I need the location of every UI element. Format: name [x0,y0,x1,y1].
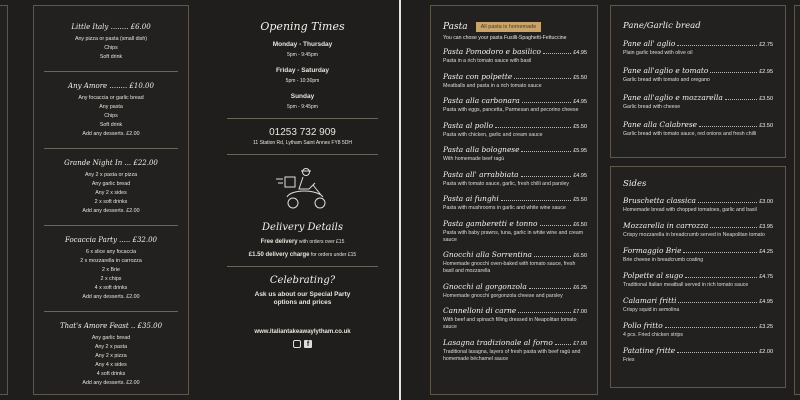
deal-line: Soft drink [99,54,123,60]
dot-leader [518,308,571,313]
deal-line: 2 x Brie [102,267,120,273]
item-name: Lasagna tradizionale al forno [443,337,553,347]
menu-item-row [443,145,587,154]
item-price: £2.75 [759,42,773,48]
item-price: £2.95 [759,69,773,75]
menu-item-row [443,250,587,259]
item-description: Traditional Italian meatball served in rich tomato sauce [623,282,749,288]
menu-item [623,196,773,214]
right-edge-panel [794,5,800,395]
deal-line: Any pasta [99,104,123,110]
menu-item [443,250,587,275]
dot-leader [540,221,572,226]
pasta-panel [430,5,598,395]
deal-line: 2 x mozzarella in carrozza [80,258,142,264]
item-description: Pasta with tomato sauce, garlic, fresh chilli and parsley [443,180,569,187]
pasta-subtitle: You can chose your pasta Fusilli-Spaghetti-Fettuccine [443,35,567,41]
item-price: £4.95 [573,172,587,179]
menu-item-row [623,196,773,205]
info-column [215,20,390,348]
item-price: £3.50 [759,96,773,102]
deal-title: That's Amore Feast .. £35.00 [59,322,163,330]
item-price: £6.25 [573,284,587,291]
dot-leader [685,273,757,278]
menu-item [443,338,587,363]
item-description: Pasta in a rich tomato sauce with basil [443,58,532,64]
deal-title: Little Italy ........ £6.00 [71,23,151,31]
menu-item-row [623,66,773,75]
menu-item-row [623,39,773,48]
free-delivery-label: Free delivery [260,239,298,245]
menu-item-row [623,246,773,255]
item-description: Brie cheese in breadcrumb coating [623,257,704,263]
menu-item-row [443,96,587,105]
menu-item [623,296,773,314]
menu-item [623,93,773,111]
menu-item-row [623,296,773,305]
dot-leader [514,74,571,79]
item-name: Gnocchi al gorgonzola [443,281,527,291]
dot-leader [665,323,758,328]
deal-line: Any focaccia or garlic bread [78,95,144,101]
deal-title: Focaccia Party ..... £32.00 [64,236,157,244]
menu-item [623,120,773,138]
menu-item-row [443,219,587,228]
deal-line: Any 2 x sides [95,190,127,196]
phone-number[interactable]: 01253 732 909 [269,127,336,138]
menu-item [623,346,773,364]
dot-leader [699,122,757,127]
free-delivery-text: with orders over £15 [297,239,345,245]
opening-times-title: Opening Times [260,20,345,33]
deal-line: Add any desserts. £2.00 [82,131,140,137]
homemade-badge: All pasta is homemade [476,22,542,32]
item-price: £4.95 [759,299,773,305]
delivery-charge-label: £1.50 delivery charge [248,252,310,258]
deal-line: 2 x chips [100,276,122,282]
opening-day: Monday - Thursday [272,41,333,48]
item-description: Homemade bread with chopped tomatoes, garlic and basil [623,207,757,213]
instagram-icon[interactable] [293,340,301,348]
item-price: £4.95 [573,99,587,105]
dot-leader [543,49,571,54]
pasta-title: Pasta [443,22,468,32]
menu-item [443,194,587,212]
item-price: £3.95 [759,224,773,230]
deal-line: 6 x slice any focaccia [85,249,137,255]
dot-leader [534,252,571,257]
item-description: Garlic bread with tomato sauce, red onions and fresh chilli [623,131,757,137]
menu-item [443,72,587,90]
bread-panel [610,5,786,158]
menu-item [443,170,587,188]
item-description: Pasta with mushrooms in garlic and white wine sauce [443,205,566,211]
opening-hours: 5pm - 9:45pm [287,104,318,110]
item-description: Homemade gnocchi gorgonzola cheese and parsley [443,292,563,299]
item-description: With beef and spinach filling dressed in Neapolitan tomato sauce [443,317,577,330]
menu-item-row [443,282,587,291]
item-name: Cannelloni di carne [443,306,517,315]
dot-leader [521,172,572,177]
item-name: Pasta all' arrabbiata [443,169,519,179]
item-name: Patatine fritte [623,346,676,355]
menu-item [443,121,587,139]
opening-hours: 5pm - 10:30pm [285,78,320,84]
scooter-delivery-icon [273,165,333,215]
divider [227,118,378,119]
delivery-details-title: Delivery Details [262,222,343,233]
item-name: Pane all'aglio e mozzarella [623,93,723,102]
item-name: Gnocchi alla Sorrentina [443,250,532,259]
dot-leader [698,198,757,203]
menu-item [623,39,773,57]
dot-leader [683,248,757,253]
menu-item [443,47,587,65]
item-name: Pasta con polpette [443,71,513,81]
item-name: Pasta gamberetti e tonno [443,218,538,228]
deal-section [48,159,174,216]
deal-section [48,236,174,302]
divider [44,71,178,72]
menu-item [443,145,587,163]
opening-day: Friday - Saturday [275,67,330,74]
menu-item [443,282,587,300]
item-description: Pasta with baby prawns, tuna, garlic in white wine and cream sauce [443,229,584,243]
menu-item-row [443,47,587,56]
item-description: With homemade beef ragù [443,156,505,162]
deal-line: Any 4 x sides [95,362,127,368]
deal-line: Any pizza or pasta (small dish) [74,36,148,42]
deal-line: Any 2 x pizza [95,353,127,359]
dot-leader [495,123,571,128]
deal-line: 4 soft drinks [96,371,126,377]
item-name: Pasta ai funghi [443,194,499,203]
item-price: £4.95 [573,50,587,56]
item-name: Pasta alla bolognese [443,145,520,154]
dot-leader [710,223,757,228]
deal-line: Any 2 x pasta or pizza [84,172,138,178]
deals-panel [33,5,189,395]
item-price: £2.00 [759,349,773,355]
item-description: Pasta with chicken, garlic and cream sauce [443,131,543,138]
dot-leader [710,68,757,73]
item-description: 4 pcs. Fried chicken strips [623,332,683,338]
menu-item [623,271,773,289]
address: 11 Station Rd, Lytham Saint Annes FY8 5DH [253,140,352,146]
dot-leader [522,98,571,103]
item-description: Fries [623,357,635,363]
dot-leader [725,95,757,100]
item-price: £5.50 [573,74,587,81]
item-description: Meatballs and pasta in a rich tomato sauce [443,82,542,89]
deal-section [48,82,174,139]
item-description: Crispy mozzarella in breadcrumb served in Neapolitan tomato [623,232,765,238]
deal-section [48,23,174,62]
menu-item [623,321,773,339]
item-name: Pane all' aglio [623,39,676,48]
website-link[interactable]: www.italiantakeawaylytham.co.uk [254,329,351,335]
menu-item [443,306,587,331]
item-name: Mozzarella in carrozza [623,221,709,230]
item-name: Pasta al pollo [443,120,494,130]
deal-line: Any garlic bread [91,335,131,341]
menu-item-row [443,194,587,203]
item-price: £4.25 [759,249,773,255]
bread-title: Pane/Garlic bread [623,21,701,31]
celebrating-title: Celebrating? [269,275,336,286]
item-price: £5.95 [573,148,587,154]
item-price: £3.25 [759,324,773,330]
deal-line: Add any desserts. £2.00 [82,380,140,386]
delivery-charge-text: for orders under £15 [309,252,357,258]
item-description: Crispy squid in semolina [623,307,680,313]
deal-title: Grande Night In ... £22.00 [64,159,158,167]
opening-hours: 5pm - 9:45pm [287,52,318,58]
item-name: Calamari fritti [623,296,677,305]
item-name: Pasta Pomodoro e basilico [443,47,541,56]
deal-line: Chips [104,113,118,119]
deal-line: Any 2 x pasta [94,344,128,350]
dot-leader [678,298,757,303]
dot-leader [529,284,571,289]
menu-item-row [623,271,773,280]
item-description: Plain garlic bread with olive oil [623,50,693,56]
deal-line: 4 x soft drinks [94,285,128,291]
deal-section [48,322,174,388]
menu-item-row [623,321,773,330]
divider [227,154,378,155]
menu-item-row [443,72,587,81]
divider [44,225,178,226]
item-name: Pane alla Calabrese [623,120,698,129]
deal-line: 2 x soft drinks [94,199,128,205]
dot-leader [501,196,571,201]
item-price: £7.00 [573,309,587,315]
deal-title: Any Amore ........ £10.00 [68,82,154,90]
item-price: £7.00 [573,340,587,347]
menu-item-row [443,121,587,130]
menu-item-row [623,93,773,102]
dot-leader [521,147,571,152]
deal-line: Add any desserts. £2.00 [82,208,140,214]
item-description: Garlic bread with cheese [623,104,681,110]
item-name: Bruschetta classica [623,196,696,205]
item-price: £6.50 [573,253,587,259]
menu-item [443,219,587,244]
right-page [401,0,800,400]
item-price: £5.50 [573,197,587,203]
item-price: £4.75 [759,274,773,280]
item-price: £6.50 [573,221,587,228]
item-name: Polpette al sugo [623,271,684,280]
sides-panel [610,166,786,388]
facebook-icon[interactable]: f [304,340,312,348]
menu-item-row [443,306,587,315]
menu-item-row [443,170,587,179]
opening-day: Sunday [290,93,315,100]
menu-item-row [443,338,587,347]
item-description: Traditional lasagna, layers of fresh pasta with beef ragù and homemade béchamel sauce [443,348,581,362]
item-name: Formaggio Brie [623,246,682,255]
item-price: £5.50 [573,123,587,130]
dot-leader [677,348,757,353]
menu-item [623,246,773,264]
item-name: Pasta alla carbonara [443,96,520,105]
menu-item-row [623,120,773,129]
item-name: Pane all'aglio e tomato [623,66,709,75]
sides-title: Sides [623,179,647,189]
deal-line: Add any desserts. £2.00 [82,294,140,300]
menu-item [443,96,587,114]
left-page [0,0,399,400]
item-description: Garlic bread with tomato and oregano [623,77,710,83]
menu-item-row [623,346,773,355]
item-price: £3.00 [759,199,773,205]
left-edge-panel [0,5,8,395]
item-price: £3.50 [759,123,773,129]
divider [44,311,178,312]
dot-leader [555,340,571,345]
item-description: Pasta with eggs, pancetta, Parmesan and pecorino cheese [443,107,579,113]
divider [44,148,178,149]
deal-line: Any garlic bread [91,181,131,187]
item-name: Pollo fritto [623,321,663,330]
dot-leader [677,41,757,46]
menu-item [623,66,773,84]
menu-item [623,221,773,239]
item-description: Homemade gnocchi oven-baked with tomato sauce, fresh basil and mozzarella [443,261,576,274]
divider [227,266,378,267]
deal-line: Soft drink [99,122,123,128]
celebrating-text: Ask us about our Special Party options and prices [254,291,351,306]
deal-line: Chips [104,45,118,51]
menu-item-row [623,221,773,230]
